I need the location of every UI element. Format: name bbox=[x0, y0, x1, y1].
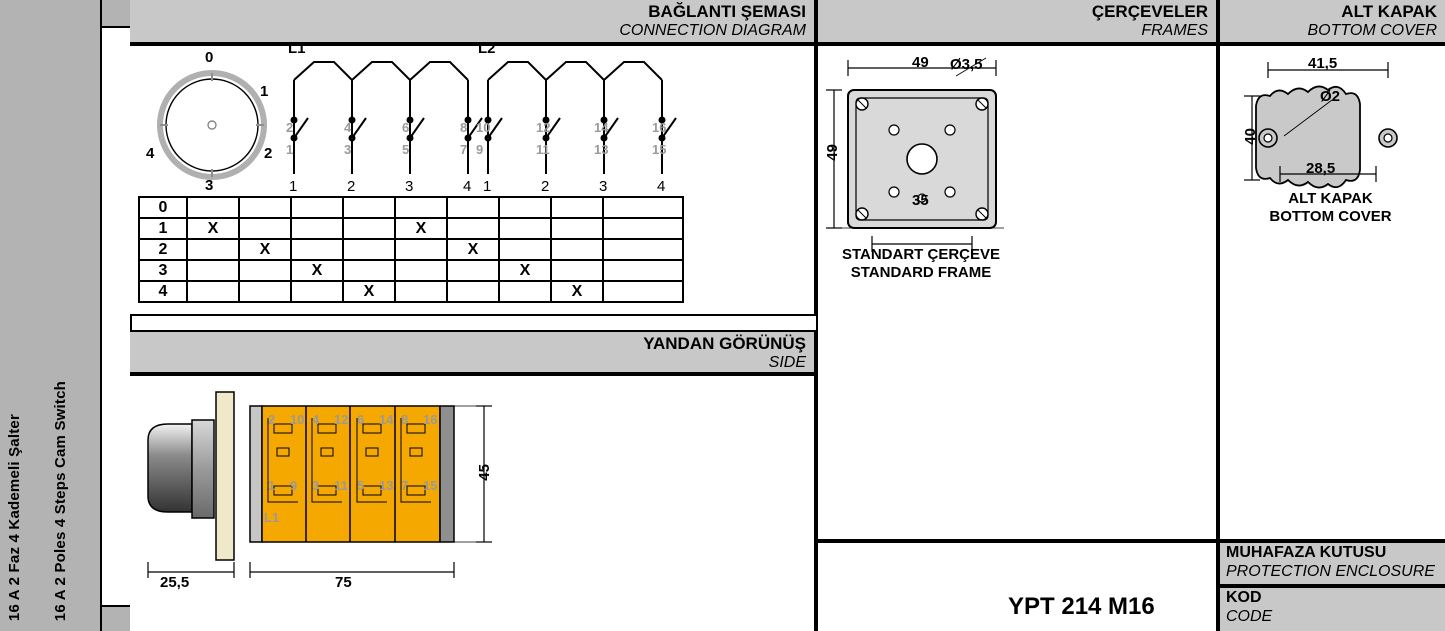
cell-0-1 bbox=[239, 197, 291, 218]
terminal-bottom-3: 5 bbox=[402, 142, 410, 157]
terminal-bottom-7: 13 bbox=[594, 142, 609, 157]
frame-dim-hole: Ø3,5 bbox=[950, 56, 983, 73]
left-strip-label-en: 16 A 2 Poles 4 Steps Cam Switch bbox=[52, 380, 69, 621]
cell-3-5 bbox=[447, 260, 499, 281]
protection-enclosure-block bbox=[1218, 541, 1445, 586]
side-contact-14: 14 bbox=[379, 412, 394, 427]
cell-0-3 bbox=[343, 197, 395, 218]
rotary-pos-3: 3 bbox=[205, 177, 214, 194]
cell-2-7 bbox=[551, 239, 603, 260]
frame-dim-inner: 35 bbox=[912, 192, 929, 209]
side-contact-3: 3 bbox=[312, 478, 320, 493]
cell-4-7: X bbox=[551, 281, 603, 302]
bottom-cover-title-tr: ALT KAPAK bbox=[1341, 2, 1437, 21]
line-label-l1: L1 bbox=[288, 40, 306, 57]
pole-number-8: 4 bbox=[657, 178, 666, 195]
cell-2-3 bbox=[343, 239, 395, 260]
table-row bbox=[139, 260, 683, 281]
cell-2-5: X bbox=[447, 239, 499, 260]
side-contact-5: 5 bbox=[357, 478, 365, 493]
code-label-tr: KOD bbox=[1226, 589, 1262, 606]
bottom-cover-drawing bbox=[1228, 52, 1433, 252]
cell-3-8 bbox=[603, 260, 683, 281]
table-row bbox=[139, 218, 683, 239]
pole-number-5: 1 bbox=[483, 178, 492, 195]
cell-4-2 bbox=[291, 281, 343, 302]
table-step-0: 0 bbox=[139, 197, 187, 218]
cover-dim-hole: Ø2 bbox=[1320, 88, 1341, 105]
left-strip-label-tr: 16 A 2 Faz 4 Kademeli Şalter bbox=[6, 413, 23, 621]
rotary-pos-1: 1 bbox=[260, 83, 269, 100]
terminal-bottom-2: 3 bbox=[344, 142, 352, 157]
cover-dim-height: 40 bbox=[1242, 128, 1259, 145]
frames-header bbox=[816, 0, 1218, 44]
rotary-pos-2: 2 bbox=[264, 145, 273, 162]
cell-2-2 bbox=[291, 239, 343, 260]
left-gray-column bbox=[102, 0, 132, 631]
terminal-top-8: 16 bbox=[652, 120, 667, 135]
cell-0-4 bbox=[395, 197, 447, 218]
terminal-top-6: 12 bbox=[536, 120, 551, 135]
pole-number-6: 2 bbox=[541, 178, 550, 195]
cell-3-0 bbox=[187, 260, 239, 281]
cell-1-5 bbox=[447, 218, 499, 239]
protection-enclosure-en: PROTECTION ENCLOSURE bbox=[1226, 563, 1435, 580]
terminal-bottom-8: 15 bbox=[652, 142, 667, 157]
pole-number-7: 3 bbox=[599, 178, 608, 195]
cell-4-3: X bbox=[343, 281, 395, 302]
standard-frame-drawing bbox=[826, 52, 1016, 282]
rotary-pos-4: 4 bbox=[146, 145, 155, 162]
cover-caption-tr: ALT KAPAK bbox=[1288, 190, 1373, 207]
frame-caption-en: STANDARD FRAME bbox=[850, 264, 992, 281]
cell-0-8 bbox=[603, 197, 683, 218]
cell-3-2: X bbox=[291, 260, 343, 281]
product-code-value: YPT 214 M16 bbox=[1008, 593, 1155, 620]
cell-4-1 bbox=[239, 281, 291, 302]
left-column-notch bbox=[102, 26, 130, 607]
terminal-bottom-1: 1 bbox=[286, 142, 294, 157]
side-contact-6: 6 bbox=[357, 412, 365, 427]
contact-schematic bbox=[280, 40, 810, 202]
terminal-top-1: 2 bbox=[286, 120, 294, 135]
side-contact-1: 1 bbox=[268, 478, 276, 493]
side-view-title-tr: YANDAN GÖRÜNÜŞ bbox=[643, 334, 806, 353]
side-contact-13: 13 bbox=[379, 478, 394, 493]
cell-1-4: X bbox=[395, 218, 447, 239]
cell-4-6 bbox=[499, 281, 551, 302]
cell-0-5 bbox=[447, 197, 499, 218]
table-step-2: 2 bbox=[139, 239, 187, 260]
cell-0-0 bbox=[187, 197, 239, 218]
terminal-top-5: 10 bbox=[476, 120, 491, 135]
side-contact-2: 2 bbox=[268, 412, 276, 427]
code-label-en: CODE bbox=[1226, 608, 1273, 625]
cover-dim-width: 41,5 bbox=[1308, 55, 1338, 72]
table-row bbox=[139, 197, 683, 218]
pole-number-2: 2 bbox=[347, 178, 356, 195]
cell-0-7 bbox=[551, 197, 603, 218]
cell-1-7 bbox=[551, 218, 603, 239]
code-value-block bbox=[816, 541, 1218, 631]
cell-3-6: X bbox=[499, 260, 551, 281]
table-row bbox=[139, 281, 683, 302]
side-contact-4: 4 bbox=[312, 412, 320, 427]
side-contact-10: 10 bbox=[290, 412, 305, 427]
cell-1-0: X bbox=[187, 218, 239, 239]
terminal-top-4: 8 bbox=[460, 120, 468, 135]
cell-1-1 bbox=[239, 218, 291, 239]
cell-1-8 bbox=[603, 218, 683, 239]
table-step-3: 3 bbox=[139, 260, 187, 281]
cell-0-6 bbox=[499, 197, 551, 218]
side-dim-depth: 25,5 bbox=[160, 574, 190, 591]
terminal-top-3: 6 bbox=[402, 120, 410, 135]
cell-4-8 bbox=[603, 281, 683, 302]
cover-dim-inner: 28,5 bbox=[1306, 160, 1336, 177]
left-vertical-strip bbox=[0, 0, 102, 631]
bottom-cover-header bbox=[1218, 0, 1445, 44]
terminal-bottom-5: 9 bbox=[476, 142, 484, 157]
terminal-bottom-4: 7 bbox=[460, 142, 468, 157]
cell-3-7 bbox=[551, 260, 603, 281]
side-contact-16: 16 bbox=[423, 412, 438, 427]
cell-3-4 bbox=[395, 260, 447, 281]
side-view-title-en: SIDE bbox=[768, 354, 806, 371]
side-view-header bbox=[130, 330, 816, 374]
connection-diagram-title-en: CONNECTION DIAGRAM bbox=[619, 22, 806, 39]
table-row bbox=[139, 239, 683, 260]
cell-4-5 bbox=[447, 281, 499, 302]
side-dim-height: 45 bbox=[476, 464, 493, 481]
pole-number-3: 3 bbox=[405, 178, 414, 195]
pole-number-1: 1 bbox=[289, 178, 298, 195]
rotary-pos-0: 0 bbox=[205, 49, 214, 66]
switching-truth-table bbox=[138, 196, 684, 303]
terminal-top-2: 4 bbox=[344, 120, 352, 135]
side-label-l1: L1 bbox=[264, 510, 280, 525]
side-contact-11: 11 bbox=[334, 478, 348, 493]
side-contact-9: 9 bbox=[290, 478, 298, 493]
side-contact-12: 12 bbox=[334, 412, 349, 427]
pole-number-4: 4 bbox=[463, 178, 472, 195]
terminal-top-7: 14 bbox=[594, 120, 609, 135]
side-contact-15: 15 bbox=[423, 478, 438, 493]
code-label-block bbox=[1218, 586, 1445, 631]
rotary-switch-diagram bbox=[146, 49, 280, 195]
cell-2-4 bbox=[395, 239, 447, 260]
cell-3-3 bbox=[343, 260, 395, 281]
cell-2-1: X bbox=[239, 239, 291, 260]
cell-2-6 bbox=[499, 239, 551, 260]
cell-1-3 bbox=[343, 218, 395, 239]
cell-4-4 bbox=[395, 281, 447, 302]
cell-1-2 bbox=[291, 218, 343, 239]
frame-caption-tr: STANDART ÇERÇEVE bbox=[841, 246, 1001, 263]
cell-0-2 bbox=[291, 197, 343, 218]
frame-dim-height: 49 bbox=[824, 144, 841, 161]
side-contact-8: 8 bbox=[401, 412, 409, 427]
line-label-l2: L2 bbox=[478, 40, 496, 57]
frames-title-tr: ÇERÇEVELER bbox=[1091, 2, 1208, 21]
bottom-cover-title-en: BOTTOM COVER bbox=[1307, 22, 1437, 39]
cell-1-6 bbox=[499, 218, 551, 239]
cell-2-8 bbox=[603, 239, 683, 260]
cell-3-1 bbox=[239, 260, 291, 281]
side-dim-length: 75 bbox=[335, 574, 352, 591]
cover-caption-en: BOTTOM COVER bbox=[1269, 208, 1392, 225]
cell-4-0 bbox=[187, 281, 239, 302]
cell-2-0 bbox=[187, 239, 239, 260]
table-step-4: 4 bbox=[139, 281, 187, 302]
connection-diagram-header bbox=[130, 0, 816, 44]
side-view-drawing bbox=[140, 382, 510, 591]
frame-dim-width: 49 bbox=[912, 54, 929, 71]
connection-diagram-title-tr: BAĞLANTI ŞEMASI bbox=[648, 2, 806, 21]
terminal-bottom-6: 11 bbox=[536, 142, 550, 157]
table-step-1: 1 bbox=[139, 218, 187, 239]
protection-enclosure-tr: MUHAFAZA KUTUSU bbox=[1226, 544, 1387, 561]
side-contact-7: 7 bbox=[401, 478, 409, 493]
frames-title-en: FRAMES bbox=[1141, 22, 1208, 39]
